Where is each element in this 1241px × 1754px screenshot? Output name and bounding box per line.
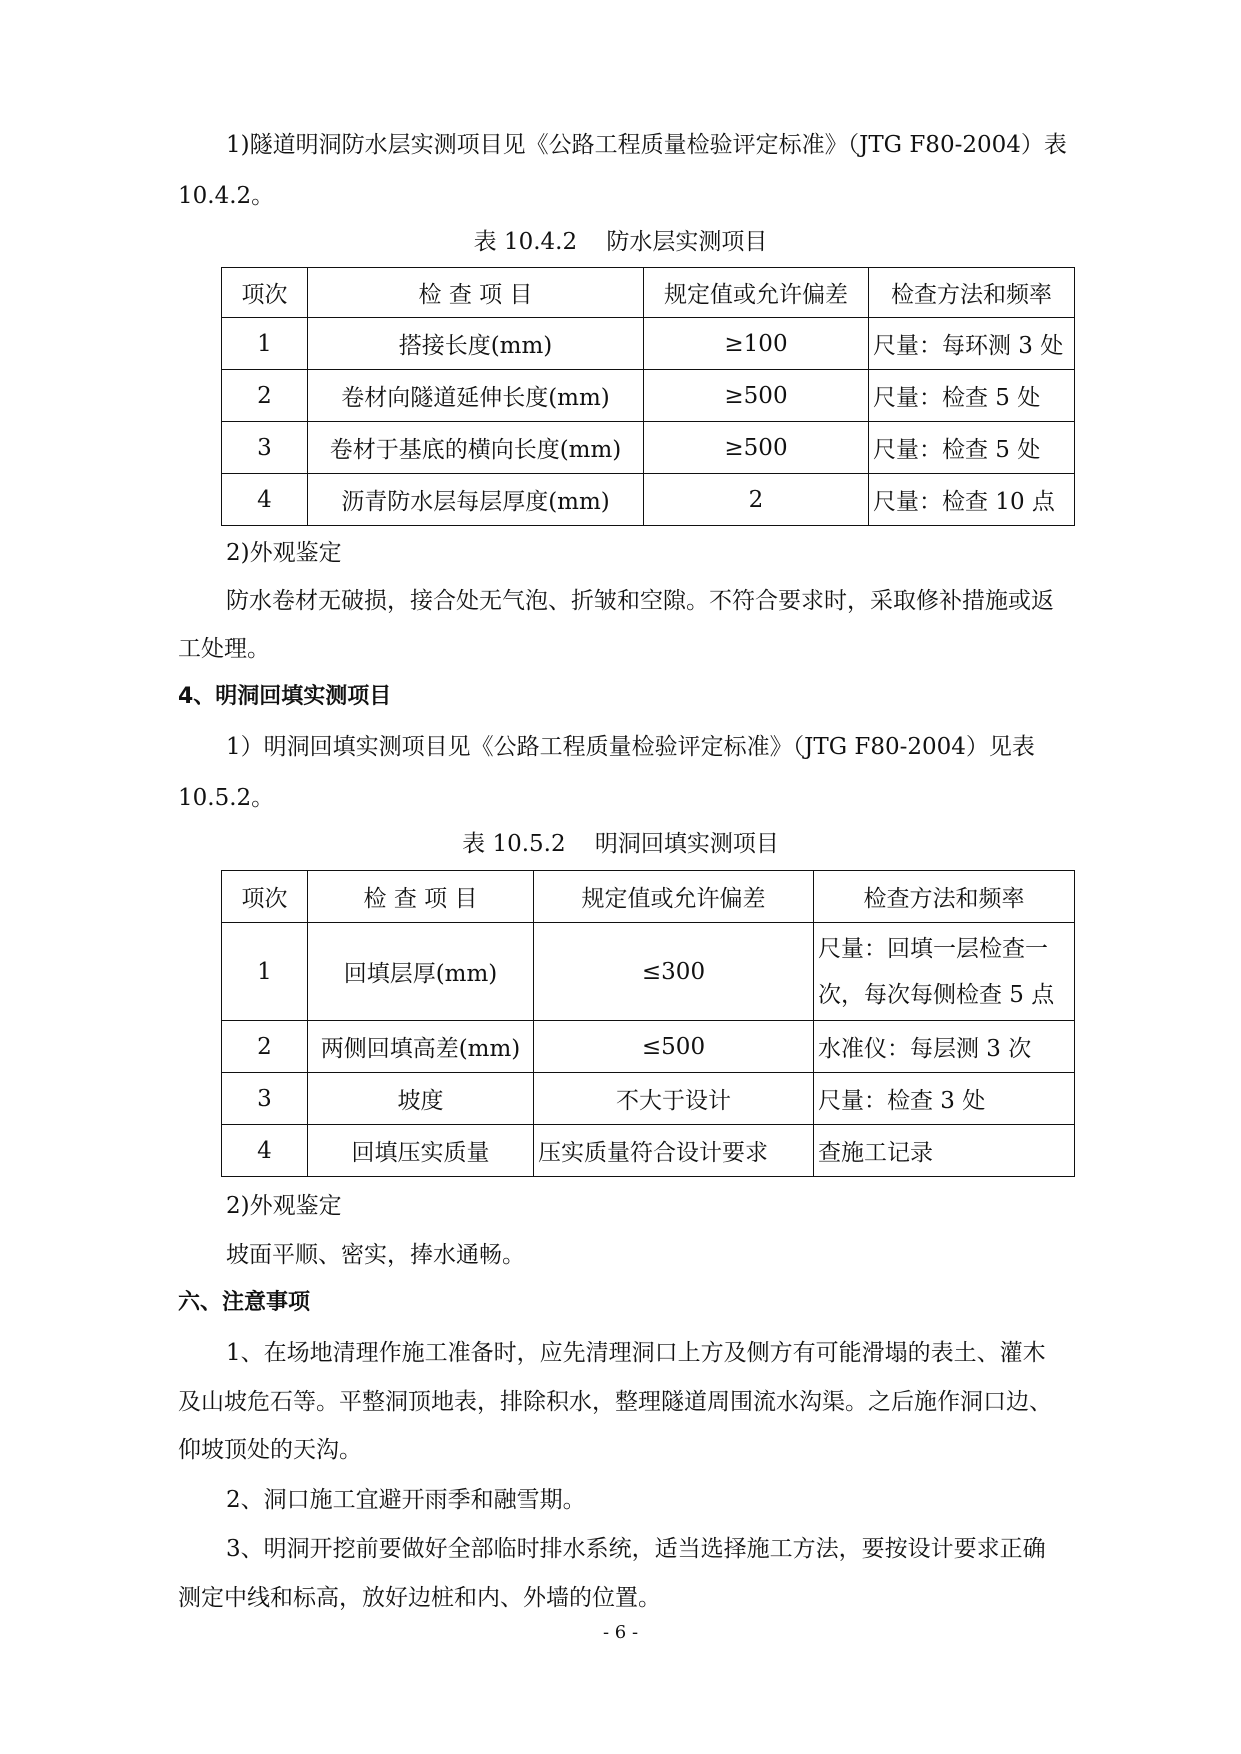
table-cell: 2 [222,1021,308,1073]
waterproof-item2-line2: 工处理。 [178,636,270,662]
table-row [222,1125,1075,1177]
table-row [222,318,1075,370]
backfill-table-caption: 表 10.5.2 明洞回填实测项目 [462,831,779,857]
backfill-item2-text: 坡面平顺、密实，捧水通畅。 [226,1242,525,1268]
table-cell: 卷材向隧道延伸长度(mm) [308,370,644,422]
table-cell: 查施工记录 [814,1125,1075,1177]
waterproof-item2-label: 2)外观鉴定 [226,540,342,566]
table-cell: 2 [222,370,308,422]
backfill-item1-line2: 10.5.2。 [178,785,275,811]
table-row [222,1021,1075,1073]
table-cell: ≥500 [644,370,869,422]
table-row [222,1073,1075,1125]
table-row [222,422,1075,474]
table-cell: 尺量：回填一层检查一次，每次每侧检查 5 点 [814,923,1075,1021]
backfill-item1-line1: 1）明洞回填实测项目见《公路工程质量检验评定标准》（JTG F80-2004）见表 [226,734,1035,760]
table-cell: 4 [222,1125,308,1177]
table-cell: 沥青防水层每层厚度(mm) [308,474,644,526]
table-cell: ≥500 [644,422,869,474]
section4-heading: 4、明洞回填实测项目 [178,684,392,709]
table-cell: 3 [222,1073,308,1125]
table-cell: 尺量：检查 5 处 [869,370,1075,422]
table-cell: 回填层厚(mm) [308,923,534,1021]
table-cell: 卷材于基底的横向长度(mm) [308,422,644,474]
table-cell: 回填压实质量 [308,1125,534,1177]
table-cell: 坡度 [308,1073,534,1125]
table-cell: ≤500 [534,1021,814,1073]
table-cell: 2 [644,474,869,526]
table-cell: 两侧回填高差(mm) [308,1021,534,1073]
waterproof-table [221,267,1075,526]
header-cell: 项次 [222,268,308,318]
table-cell: 不大于设计 [534,1073,814,1125]
notes-p1-line2: 及山坡危石等。平整洞顶地表，排除积水，整理隧道周围流水沟渠。之后施作洞口边、 [178,1389,1052,1415]
table-cell: 3 [222,422,308,474]
backfill-table [221,870,1075,1177]
table-cell: 压实质量符合设计要求 [534,1125,814,1177]
header-cell: 检 查 项 目 [308,871,534,923]
header-cell: 检 查 项 目 [308,268,644,318]
notes-p3-line1: 3、明洞开挖前要做好全部临时排水系统，适当选择施工方法，要按设计要求正确 [226,1536,1046,1562]
notes-p1-line1: 1、在场地清理作施工准备时，应先清理洞口上方及侧方有可能滑塌的表土、灌木 [226,1340,1046,1366]
table-cell: 尺量：检查 5 处 [869,422,1075,474]
table-cell: 4 [222,474,308,526]
table-cell: 1 [222,318,308,370]
header-cell: 检查方法和频率 [814,871,1075,923]
notes-p2: 2、洞口施工宜避开雨季和融雪期。 [226,1487,586,1513]
section6-heading: 六、注意事项 [178,1290,311,1315]
waterproof-table-caption: 表 10.4.2 防水层实测项目 [473,229,768,255]
table-cell: ≤300 [534,923,814,1021]
table-cell: 尺量：检查 10 点 [869,474,1075,526]
table-header-row [222,268,1075,318]
header-cell: 规定值或允许偏差 [644,268,869,318]
table-cell: 水准仪：每层测 3 次 [814,1021,1075,1073]
notes-p1-line3: 仰坡顶处的天沟。 [178,1437,362,1463]
table-cell: 尺量：每环测 3 处 [869,318,1075,370]
waterproof-item1-line2: 10.4.2。 [178,183,275,209]
table-row [222,370,1075,422]
waterproof-item1-line1: 1)隧道明洞防水层实测项目见《公路工程质量检验评定标准》（JTG F80-2004）表 [226,132,1067,158]
waterproof-item2-line1: 防水卷材无破损，接合处无气泡、折皱和空隙。不符合要求时，采取修补措施或返 [226,588,1054,614]
backfill-item2-label: 2)外观鉴定 [226,1193,342,1219]
table-row [222,474,1075,526]
table-row [222,923,1075,1021]
table-cell: 1 [222,923,308,1021]
page-number: - 6 - [602,1622,639,1643]
table-cell: 尺量：检查 3 处 [814,1073,1075,1125]
table-header-row [222,871,1075,923]
notes-p3-line2: 测定中线和标高，放好边桩和内、外墙的位置。 [178,1585,661,1611]
table-cell: ≥100 [644,318,869,370]
header-cell: 项次 [222,871,308,923]
header-cell: 规定值或允许偏差 [534,871,814,923]
header-cell: 检查方法和频率 [869,268,1075,318]
table-cell: 搭接长度(mm) [308,318,644,370]
